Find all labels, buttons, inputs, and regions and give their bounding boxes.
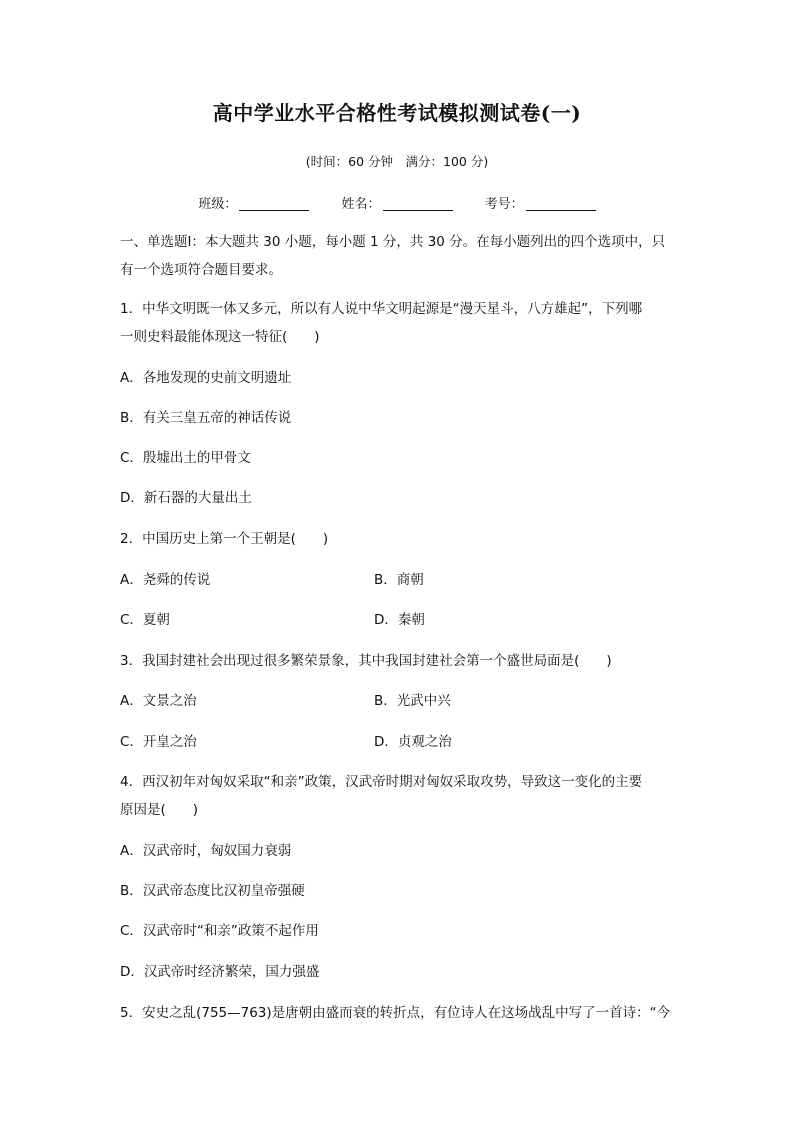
- q4-option-a: A．汉武帝时，匈奴国力衰弱: [120, 843, 292, 859]
- q3-option-c: C．开皇之治: [120, 734, 197, 750]
- section-instructions-line2: 有一个选项符合题目要求。: [120, 262, 282, 278]
- exam-number-label: 考号：: [484, 197, 524, 212]
- q4-stem-line2: 原因是( ): [120, 802, 199, 818]
- student-info-row: [0, 193, 794, 212]
- q2-option-c: C．夏朝: [120, 612, 170, 628]
- q4-stem-line1: 4．西汉初年对匈奴采取“和亲”政策，汉武帝时期对匈奴采取攻势，导致这一变化的主要: [120, 774, 643, 790]
- q5-stem-line1: 5．安史之乱(755—763)是唐朝由盛而衰的转折点，有位诗人在这场战乱中写了一首诗：“今: [120, 1005, 671, 1021]
- q1-stem-line1: 1．中华文明既一体又多元，所以有人说中华文明起源是“漫天星斗，八方雄起”，下列哪: [120, 301, 643, 317]
- name-label: 姓名：: [341, 197, 381, 212]
- q1-option-a: A．各地发现的史前文明遗址: [120, 370, 292, 386]
- q2-stem: 2．中国历史上第一个王朝是( ): [120, 531, 329, 547]
- q3-option-b: B．光武中兴: [374, 693, 451, 709]
- q1-option-c: C．殷墟出土的甲骨文: [120, 450, 251, 466]
- exam-time-score: (时间：60 分钟 满分：100 分): [305, 154, 489, 169]
- exam-title: 高中学业水平合格性考试模拟测试卷(一): [212, 101, 582, 125]
- exam-number-field: [485, 193, 596, 212]
- name-field: [341, 193, 452, 212]
- q4-option-d: D．汉武帝时经济繁荣，国力强盛: [120, 964, 320, 980]
- q1-option-d: D．新石器的大量出土: [120, 490, 252, 506]
- q2-option-d: D．秦朝: [374, 612, 425, 628]
- q3-option-a: A．文景之治: [120, 693, 197, 709]
- class-blank: [239, 197, 309, 211]
- q2-option-a: A．尧舜的传说: [120, 572, 211, 588]
- class-label: 班级：: [198, 197, 238, 212]
- q2-option-b: B．商朝: [374, 572, 424, 588]
- exam-number-blank: [526, 197, 596, 211]
- q4-option-c: C．汉武帝时“和亲”政策不起作用: [120, 923, 319, 939]
- q1-option-b: B．有关三皇五帝的神话传说: [120, 410, 292, 426]
- q1-stem-line2: 一则史料最能体现这一特征( ): [120, 329, 320, 345]
- q3-stem: 3．我国封建社会出现过很多繁荣景象，其中我国封建社会第一个盛世局面是( ): [120, 653, 612, 669]
- section-instructions-line1: 一、单选题Ⅰ：本大题共 30 小题，每小题 1 分，共 30 分。在每小题列出的四个选项中，只: [120, 234, 666, 250]
- q4-option-b: B．汉武帝态度比汉初皇帝强硬: [120, 883, 305, 899]
- class-field: [198, 193, 309, 212]
- name-blank: [383, 197, 453, 211]
- q3-option-d: D．贞观之治: [374, 734, 452, 750]
